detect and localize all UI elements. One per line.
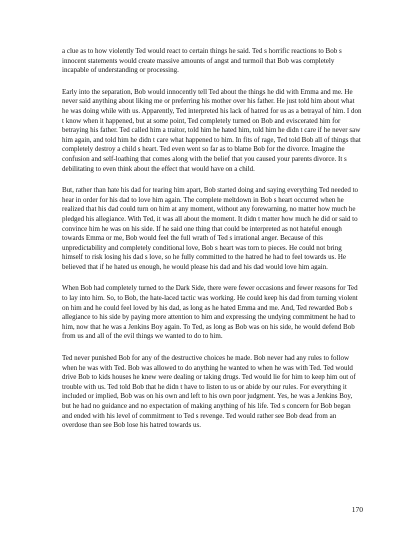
body-text (62, 47, 362, 443)
paragraph-2: Early into the separation, Bob would innocently tell Ted about the things he did with Emma and me. He never said anything about liking me or preferring his mother over his father. He just told him about what he was doing while with us. Apparently, Ted interpreted his lack of hatred for us as a betrayal of him. I don t know when it happened, but at some point, Ted completely turned on Bob and eviscerated him for betraying his father. Ted called him a traitor, told him he hated him, told him he didn t care if he never saw him again, and told him he didn t care what happened to him. In fits of rage, Ted told Bob all of things that completely destroy a child s heart. Ted even went so far as to blame Bob for the divorce. Imagine the confusion and self-loathing that comes along with the belief that you caused your parents divorce. It s debilitating to even think about the effect that would have on a child. (62, 87, 362, 173)
paragraph-1: a clue as to how violently Ted would react to certain things he said. Ted s horrific reactions to Bob s innocent statements would create massive amounts of angst and turmoil that Bob was completely incapable of understanding or processing. (62, 47, 342, 75)
paragraph-4: When Bob had completely turned to the Dark Side, there were fewer occasions and fewer reasons for Ted to lay into him. So, to Bob, the hate-laced tactic was working. He could keep his dad from turning violent on him and he could feel loved by his dad, as long as he hated Emma and me. And, Ted rewarded Bob s allegiance to his side by paying more attention to him and expressing the undying commitment he had to him, now that he was a Jenkins Boy again. To Ted, as long as Bob was on his side, he would defend Bob from us and all of the evil things we wanted to do to him. (62, 284, 358, 341)
paragraph-3: But, rather than hate his dad for tearing him apart, Bob started doing and saying everything Ted needed to hear in order for his dad to love him again. The complete meltdown in Bob s heart occurred when he realized that his dad could turn on him at any moment, without any forewarning, no matter how much he pledged his allegiance. With Ted, it was all about the moment. It didn t matter how much he did or said to convince him he was on his side. If he said one thing that could be interpreted as not hateful enough towards Emma or me, Bob would feel the full wrath of Ted s irrational anger. Because of this unpredictability and completely conditional love, Bob s heart was torn to pieces. He could not bring himself to risk losing his dad s love, so he fully committed to the hatred he had to feel towards us. He believed that if he hated us enough, he would please his dad and his dad would love him again. (62, 186, 359, 271)
paragraph-5: Ted never punished Bob for any of the destructive choices he made. Bob never had any rules to follow when he was with Ted. Bob was allowed to do anything he wanted to when he was with Ted. Ted would drive Bob to kids houses he knew were dealing or taking drugs. Ted would lie for him to keep him out of trouble with us. Ted told Bob that he didn t have to listen to us or abide by our rules. For everything it included or implied, Bob was on his own and left to his own poor judgment. Yes, he was a Jenkins Boy, but he had no guidance and no expectation of making anything of his life. Ted s concern for Bob began and ended with his level of commitment to Ted s revenge. Ted would rather see Bob dead from an overdose than see Bob lose his hatred towards us. (62, 354, 356, 430)
page-number: 170 (351, 505, 363, 514)
